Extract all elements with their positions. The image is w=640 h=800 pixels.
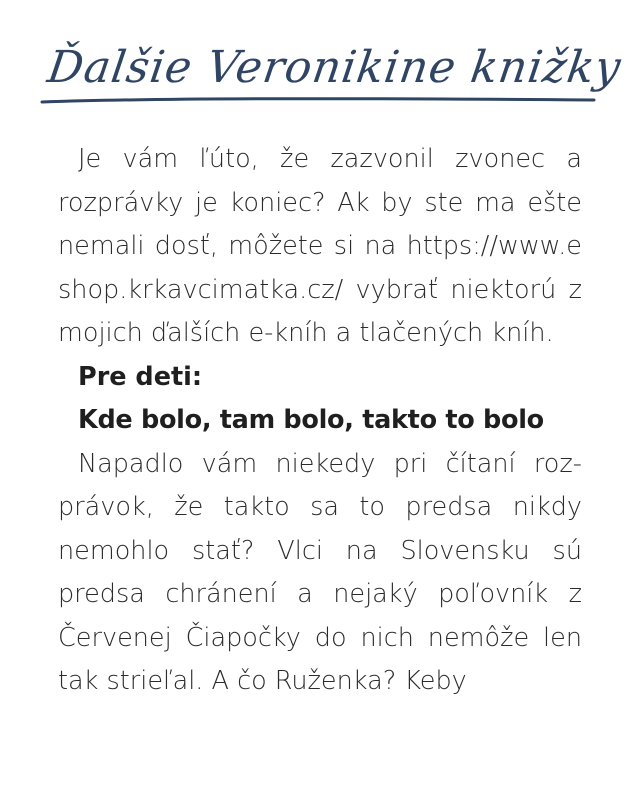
intro-text-before-url: Je vám ľúto, že zazvonil zvonec a rozprávky je koniec? Ak by ste ma ešte nemali dosť, môžete si na [58, 144, 582, 261]
section-label: Pre deti: [78, 361, 203, 392]
intro-paragraph [58, 138, 582, 356]
eshop-link[interactable]: https://www.eshop.krkavcimatka.cz/ [58, 231, 582, 305]
book-description: Napadlo vám niekedy pri čítaní rozprávok, že takto sa to predsa nikdy nemohlo stať? Vlci na Slovensku sú predsa chránení a nejaký poľovník z Červenej Čiapočky do nich nemôže len tak strieľal. A čo Ruženka? Keby [58, 448, 582, 696]
section-heading [38, 18, 625, 118]
intro-text-after-url: vybrať niektorú z mojich ďalších e-kníh a tlačených kníh. [58, 274, 582, 348]
heading-title: Ďalšie Veronikine knižky [44, 42, 625, 93]
book-title: Kde bolo, tam bolo, takto to bolo [78, 405, 544, 435]
body-text [58, 138, 582, 704]
